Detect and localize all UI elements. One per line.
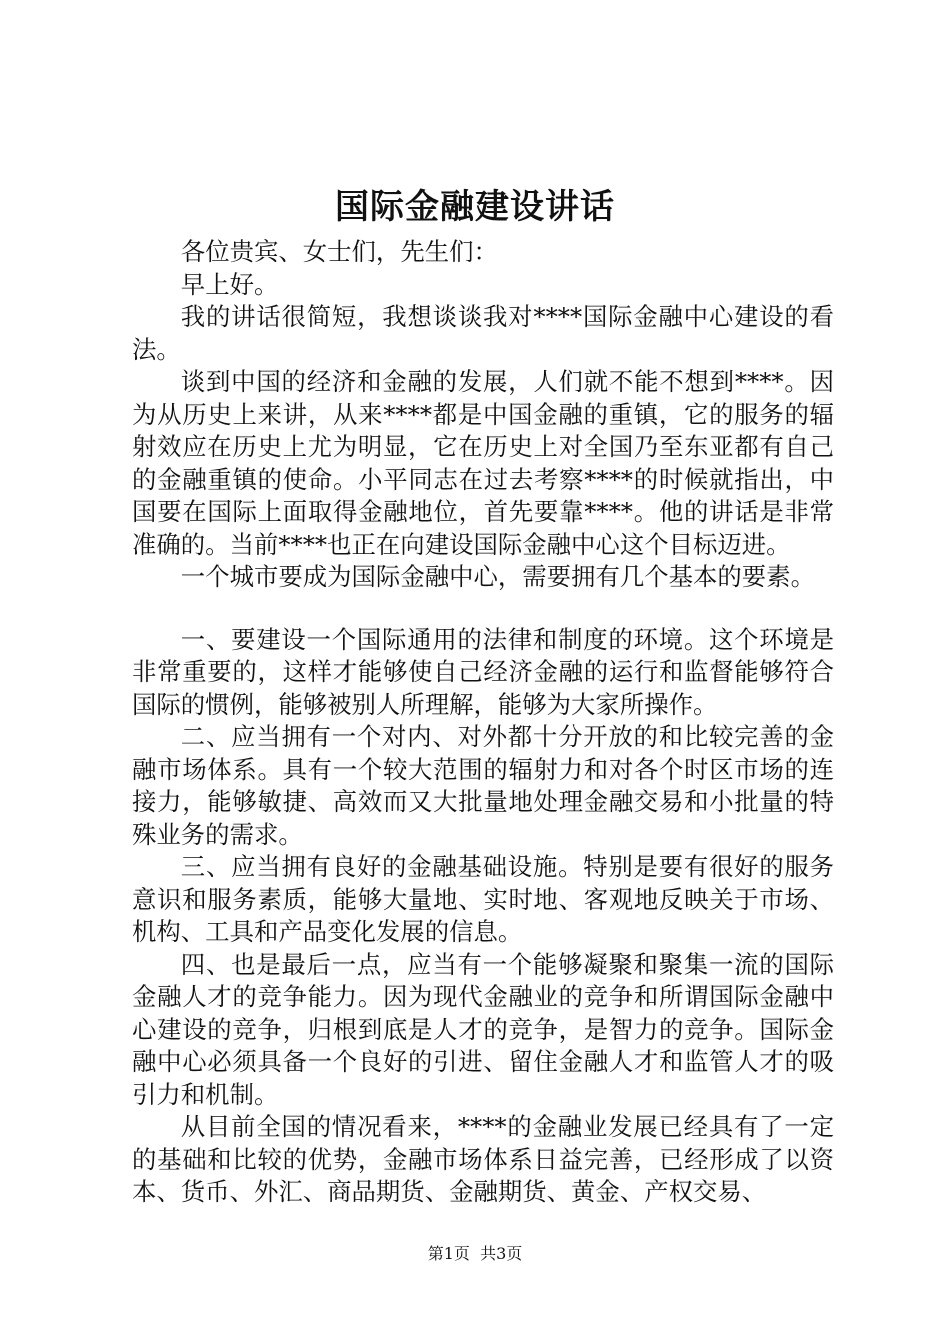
paragraph-point-four: 四、也是最后一点，应当有一个能够凝聚和聚集一流的国际金融人才的竞争能力。因为现代金融业的竞争和所谓国际金融中心建设的竞争，归根到底是人才的竞争，是智力的竞争。国际金融中心必须具备一个良好的引进、留住金融人才和监管人才的吸引力和机制。: [132, 949, 834, 1109]
paragraph-elements-lead: 一个城市要成为国际金融中心，需要拥有几个基本的要素。: [180, 562, 815, 591]
paragraph-greeting: 早上好。: [180, 269, 279, 299]
document-title: 国际金融建设讲话: [335, 187, 615, 227]
paragraph-intro: 我的讲话很简短，我想谈谈我对****国际金融中心建设的看法。: [132, 302, 834, 364]
paragraph-point-two: 二、应当拥有一个对内、对外都十分开放的和比较完善的金融市场体系。具有一个较大范围的辐射力和对各个时区市场的连接力，能够敏捷、高效而又大批量地处理金融交易和小批量的特殊业务的需求。: [132, 722, 834, 849]
paragraph-history: 谈到中国的经济和金融的发展，人们就不能不想到****。因为从历史上来讲，从来****都是中国金融的重镇，它的服务的辐射效应在历史上尤为明显，它在历史上对全国乃至东亚都有自己的金融重镇的使命。小平同志在过去考察****的时候就指出，中国要在国际上面取得金融地位，首先要靠****。他的讲话是非常准确的。当前****也正在向建设国际金融中心这个目标迈进。: [132, 367, 834, 559]
page-total: 共3页: [480, 1244, 523, 1263]
document-body: [132, 236, 834, 1209]
page-number: 第1页: [427, 1244, 470, 1263]
paragraph-point-one: 一、要建设一个国际通用的法律和制度的环境。这个环境是非常重要的，这样才能够使自己经济金融的运行和监督能够符合国际的惯例，能够被别人所理解，能够为大家所操作。: [132, 624, 834, 719]
paragraph-point-three: 三、应当拥有良好的金融基础设施。特别是要有很好的服务意识和服务素质，能够大量地、实时地、客观地反映关于市场、机构、工具和产品变化发展的信息。: [132, 852, 834, 946]
page-footer: [0, 1243, 950, 1265]
paragraph-salutation: 各位贵宾、女士们，先生们：: [180, 237, 498, 266]
paragraph-current-situation: 从目前全国的情况看来，****的金融业发展已经具有了一定的基础和比较的优势，金融市场体系日益完善，已经形成了以资本、货币、外汇、商品期货、金融期货、黄金、产权交易、: [132, 1112, 834, 1206]
